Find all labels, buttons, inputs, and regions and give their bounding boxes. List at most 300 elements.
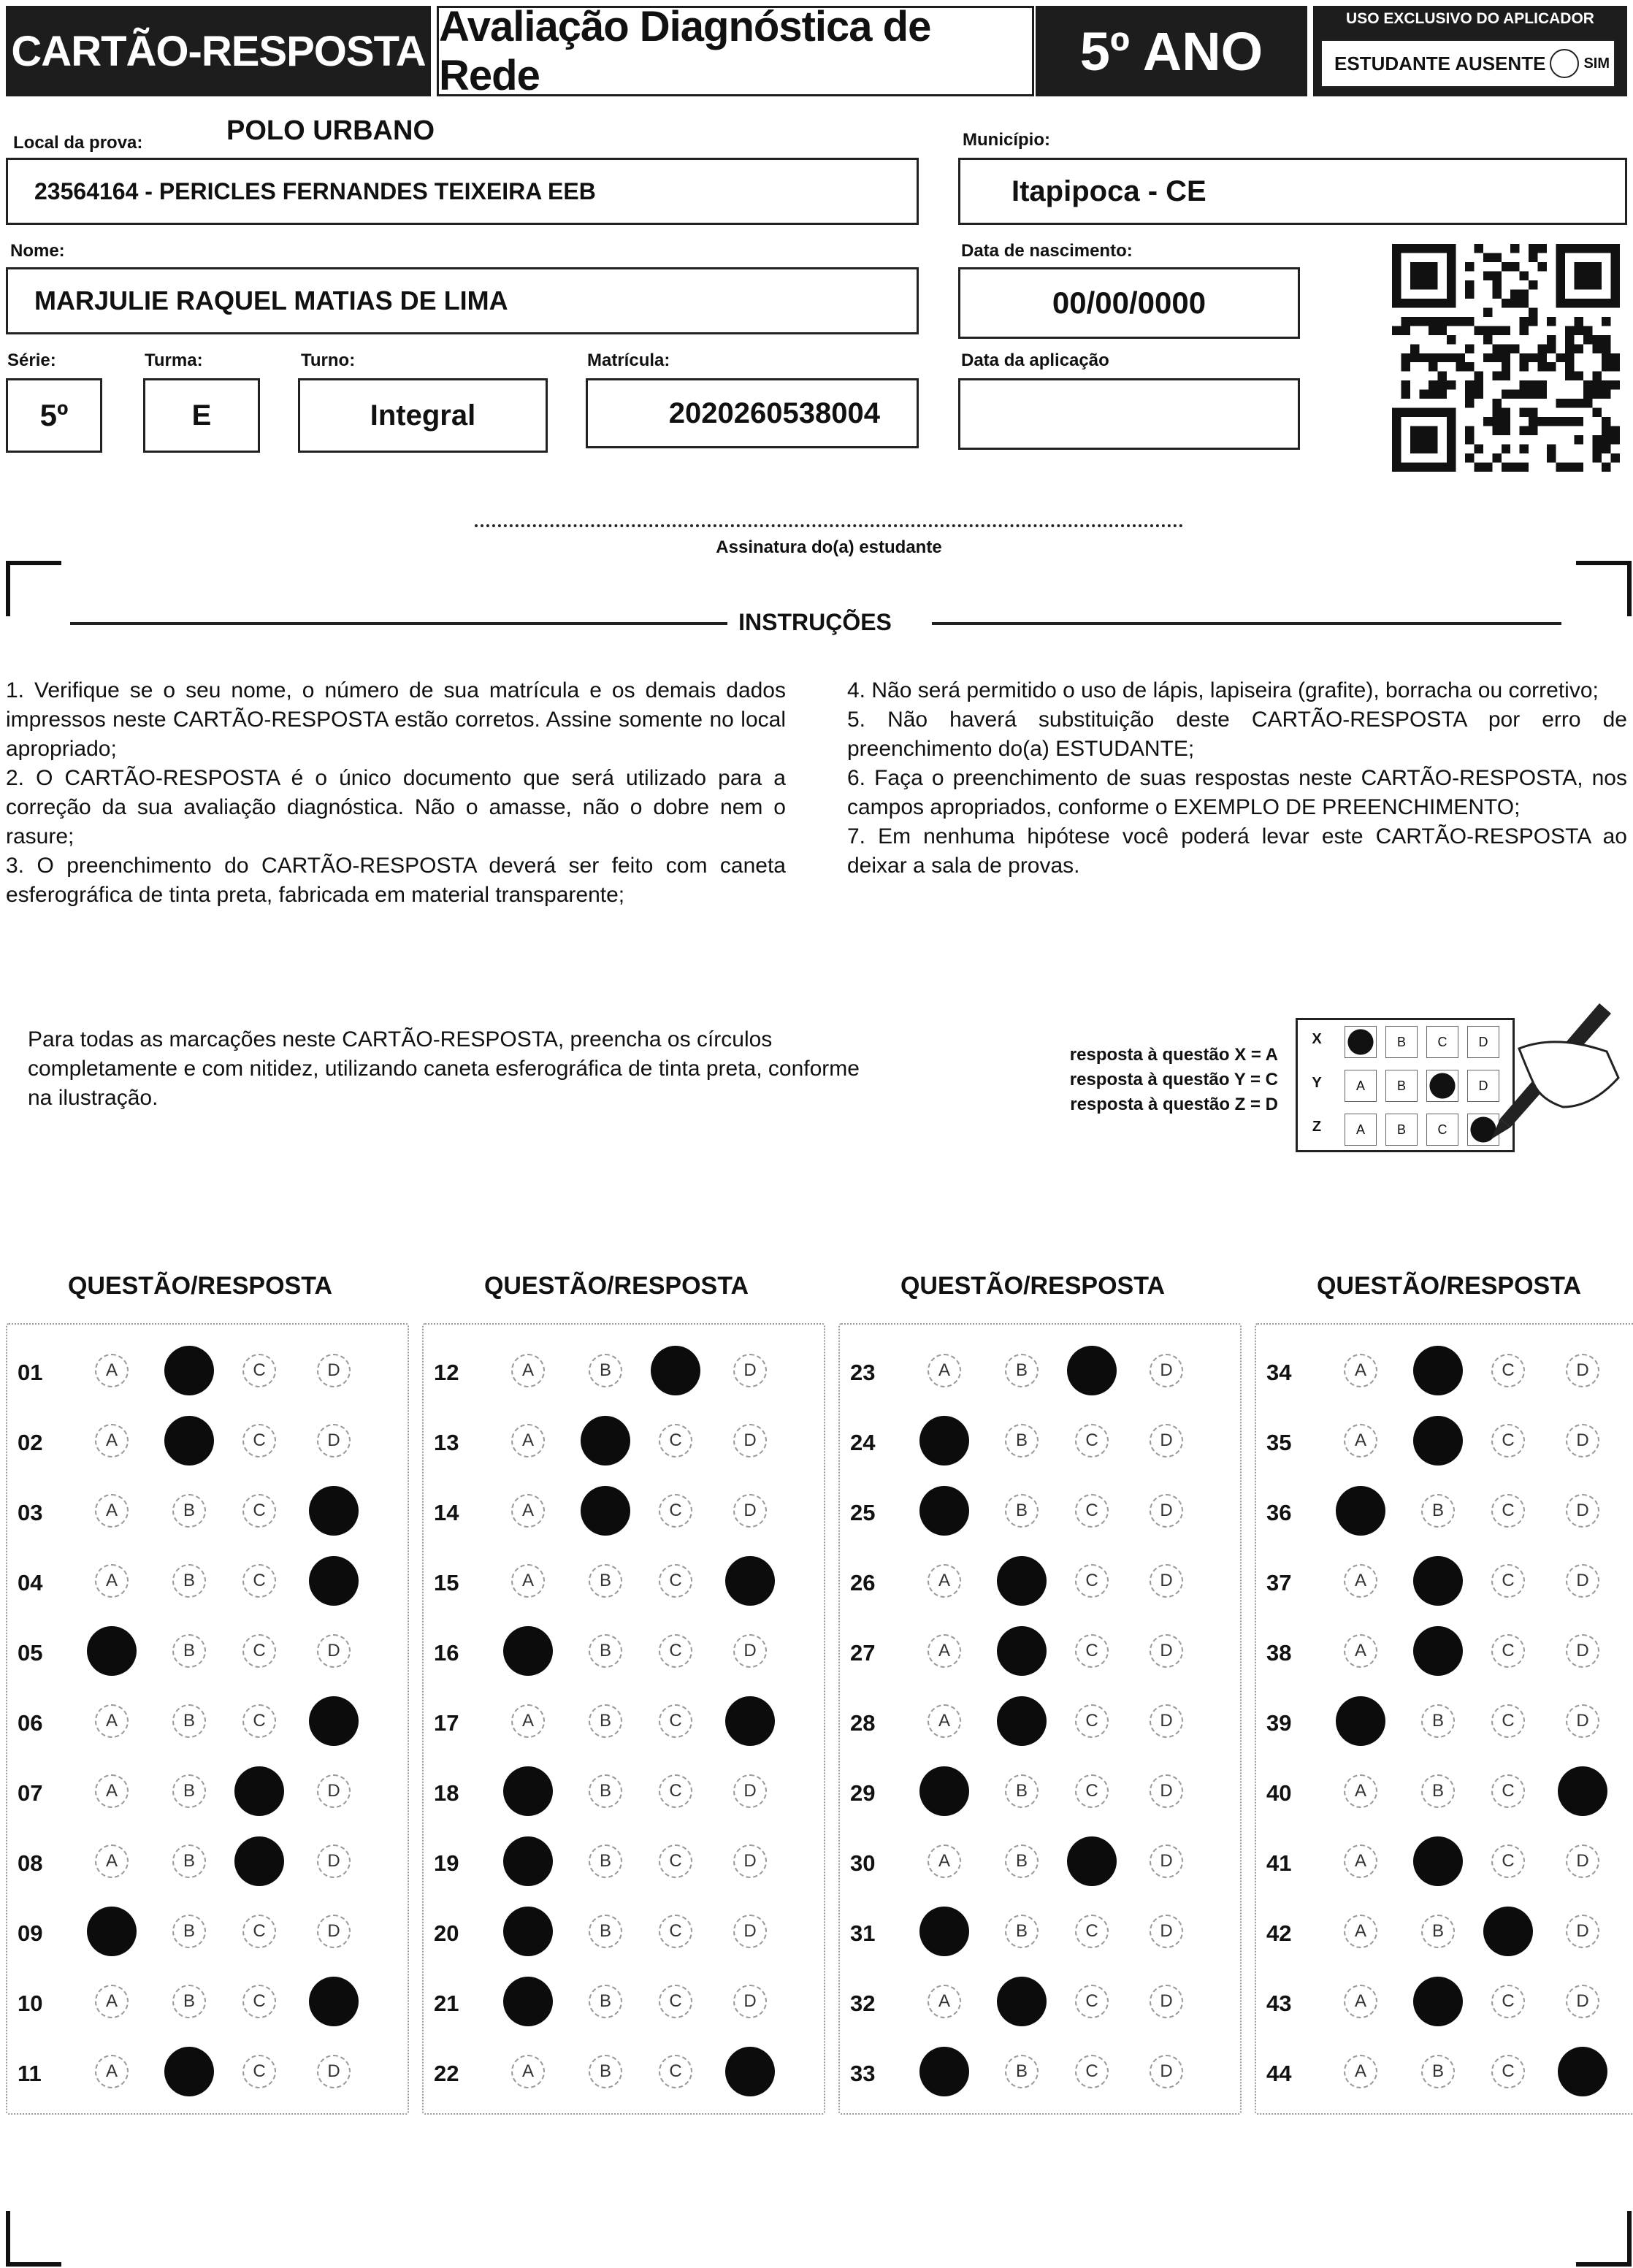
answer-bubble-a[interactable]: [919, 1907, 969, 1956]
answer-bubble-b[interactable]: B: [172, 1564, 206, 1598]
answer-bubble-d[interactable]: D: [733, 1985, 767, 2018]
answer-bubble-b[interactable]: B: [172, 1774, 206, 1808]
serie-label: Série:: [7, 350, 56, 370]
nascimento-label: Data de nascimento:: [961, 241, 1133, 261]
answer-bubble-a[interactable]: A: [928, 1354, 961, 1387]
pen-icon: [1475, 997, 1621, 1143]
applicator-box: [1313, 6, 1627, 96]
instruction-3: 3. O preenchimento do CARTÃO-RESPOSTA deverá ser feito com caneta esferográfica de tinta preta, fabricada em material transparente;: [6, 854, 786, 907]
answer-bubble-c[interactable]: C: [242, 1704, 276, 1738]
answer-bubble-d[interactable]: [1558, 2047, 1607, 2096]
answer-bubble-b[interactable]: B: [589, 1704, 622, 1738]
answer-bubble-c[interactable]: C: [1075, 1985, 1109, 2018]
answer-bubble-c[interactable]: C: [1491, 1634, 1525, 1668]
answer-bubble-b[interactable]: [997, 1556, 1047, 1606]
answer-bubble-c[interactable]: C: [1491, 1774, 1525, 1808]
answer-bubble-c[interactable]: C: [659, 1774, 692, 1808]
answer-row: [424, 1690, 824, 1760]
answer-bubble-b[interactable]: B: [1005, 1915, 1039, 1948]
answer-bubble-c[interactable]: C: [1491, 2055, 1525, 2088]
answer-bubble-c[interactable]: C: [1491, 1704, 1525, 1738]
answer-bubble-c[interactable]: C: [659, 1634, 692, 1668]
answer-bubble-d[interactable]: D: [1566, 1985, 1599, 2018]
answer-bubble-d[interactable]: D: [317, 2055, 351, 2088]
question-number: 15: [434, 1570, 459, 1595]
answer-bubble-a[interactable]: A: [928, 1844, 961, 1878]
answer-bubble-d[interactable]: [309, 1486, 359, 1536]
answer-bubble-b[interactable]: B: [1421, 1704, 1455, 1738]
answer-bubble-b[interactable]: B: [589, 2055, 622, 2088]
example-bubble-b: B: [1385, 1070, 1418, 1102]
answer-bubble-b[interactable]: [1413, 1346, 1463, 1395]
answer-bubble-b[interactable]: B: [1005, 1424, 1039, 1457]
answer-row: [840, 1339, 1240, 1409]
answer-bubble-b[interactable]: [164, 1346, 214, 1395]
answer-row: [840, 2040, 1240, 2110]
answer-bubble-c[interactable]: C: [242, 1494, 276, 1528]
card-title: CARTÃO-RESPOSTA: [11, 27, 426, 75]
answer-bubble-b[interactable]: B: [1421, 1774, 1455, 1808]
answer-bubble-b[interactable]: B: [172, 1844, 206, 1878]
answer-bubble-a[interactable]: A: [95, 1704, 129, 1738]
answer-row: [1256, 1830, 1633, 1900]
answer-row: [424, 1970, 824, 2040]
answer-bubble-c[interactable]: C: [1075, 1704, 1109, 1738]
answer-row: [7, 1760, 408, 1830]
instruction-1: 1. Verifique se o seu nome, o número de sua matrícula e os demais dados impressos neste CARTÃO-RESPOSTA estão corretos. Assine somente no local apropriado;: [6, 678, 786, 761]
answer-bubble-a[interactable]: A: [1344, 1634, 1377, 1668]
answer-bubble-a[interactable]: A: [95, 1354, 129, 1387]
answer-bubble-b[interactable]: B: [172, 1494, 206, 1528]
answer-bubble-d[interactable]: D: [1150, 1774, 1183, 1808]
example-legend: [1030, 1043, 1278, 1117]
exam-name: Avaliação Diagnóstica de Rede: [439, 3, 931, 99]
fill-note: Para todas as marcações neste CARTÃO-RESPOSTA, preencha os círculos completamente e com nitidez, utilizando caneta esferográfica de tinta preta, conforme na ilustração.: [28, 1027, 860, 1110]
question-number: 03: [18, 1500, 43, 1525]
answer-bubble-d[interactable]: [309, 1696, 359, 1746]
answer-bubble-c[interactable]: C: [1491, 1424, 1525, 1457]
corner-mark-top-right: [1576, 561, 1632, 616]
answer-column: [422, 1323, 825, 2115]
answer-bubble-c[interactable]: [1483, 1907, 1533, 1956]
question-number: 18: [434, 1780, 459, 1806]
example-bubble-c: C: [1426, 1114, 1458, 1146]
answer-bubble-c[interactable]: C: [1075, 1915, 1109, 1948]
answer-bubble-d[interactable]: D: [1150, 1915, 1183, 1948]
answer-bubble-d[interactable]: D: [1566, 1634, 1599, 1668]
answer-bubble-c[interactable]: C: [242, 1915, 276, 1948]
answer-bubble-c[interactable]: C: [1491, 1354, 1525, 1387]
signature-line[interactable]: [475, 524, 1183, 527]
serie-value: 5º: [39, 398, 69, 432]
answer-bubble-d[interactable]: D: [1566, 1424, 1599, 1457]
answer-bubble-a[interactable]: A: [95, 1564, 129, 1598]
example-bubble-a: A: [1345, 1114, 1377, 1146]
answer-bubble-a[interactable]: [503, 1836, 553, 1886]
question-number: 28: [850, 1710, 876, 1736]
answer-bubble-d[interactable]: D: [733, 1634, 767, 1668]
answer-bubble-c[interactable]: C: [1075, 1634, 1109, 1668]
example-row-label: Z: [1312, 1118, 1322, 1135]
answer-bubble-b[interactable]: [1413, 1626, 1463, 1676]
question-number: 19: [434, 1850, 459, 1876]
answer-bubble-b[interactable]: B: [589, 1915, 622, 1948]
answer-row: [1256, 1339, 1633, 1409]
answer-bubble-c[interactable]: C: [659, 1494, 692, 1528]
answer-bubble-c[interactable]: [234, 1836, 284, 1886]
answer-bubble-d[interactable]: D: [1150, 2055, 1183, 2088]
example-bubble-a: [1345, 1026, 1377, 1058]
answer-bubble-c[interactable]: C: [242, 1634, 276, 1668]
answer-bubble-c[interactable]: C: [1075, 1424, 1109, 1457]
answer-row: [840, 1620, 1240, 1690]
answer-bubble-a[interactable]: [1336, 1696, 1385, 1746]
example-bubble-d: D: [1467, 1026, 1499, 1058]
answer-row: [424, 1900, 824, 1970]
answer-bubble-b[interactable]: B: [172, 1704, 206, 1738]
answer-row: [7, 1620, 408, 1690]
answer-row: [424, 1339, 824, 1409]
answer-row: [7, 1690, 408, 1760]
question-number: 30: [850, 1850, 876, 1876]
answer-row: [1256, 1900, 1633, 1970]
answer-row: [424, 2040, 824, 2110]
answer-bubble-d[interactable]: D: [1150, 1844, 1183, 1878]
answer-bubble-a[interactable]: A: [1344, 1774, 1377, 1808]
answer-bubble-b[interactable]: B: [589, 1985, 622, 2018]
answer-bubble-d[interactable]: D: [1566, 1844, 1599, 1878]
answer-bubble-d[interactable]: D: [1566, 1494, 1599, 1528]
answer-bubble-d[interactable]: D: [1150, 1634, 1183, 1668]
answer-bubble-a[interactable]: A: [511, 1354, 545, 1387]
answer-bubble-a[interactable]: [87, 1626, 137, 1676]
answer-bubble-b[interactable]: B: [1421, 1494, 1455, 1528]
answer-bubble-c[interactable]: C: [1075, 1774, 1109, 1808]
answer-bubble-a[interactable]: [919, 1416, 969, 1466]
answer-bubble-d[interactable]: [725, 2047, 775, 2096]
answer-bubble-b[interactable]: [1413, 1556, 1463, 1606]
answer-bubble-b[interactable]: [997, 1696, 1047, 1746]
answer-bubble-d[interactable]: D: [1566, 1915, 1599, 1948]
aplicacao-label: Data da aplicação: [961, 350, 1109, 370]
answer-bubble-b[interactable]: B: [172, 1915, 206, 1948]
instruction-2: 2. O CARTÃO-RESPOSTA é o único documento que será utilizado para a correção da sua avaliação diagnóstica. Não o amasse, não o dobre nem o rasure;: [6, 766, 786, 848]
answer-bubble-d[interactable]: [309, 1556, 359, 1606]
applicator-label: USO EXCLUSIVO DO APLICADOR: [1346, 10, 1594, 27]
answer-bubble-c[interactable]: C: [659, 1844, 692, 1878]
answer-bubble-b[interactable]: B: [589, 1634, 622, 1668]
answer-bubble-a[interactable]: A: [1344, 1985, 1377, 2018]
turno-label: Turno:: [301, 350, 356, 370]
answer-bubble-a[interactable]: A: [511, 1494, 545, 1528]
answer-bubble-a[interactable]: A: [511, 1704, 545, 1738]
answer-row: [7, 1900, 408, 1970]
answer-row: [840, 1900, 1240, 1970]
answer-bubble-b[interactable]: B: [1421, 2055, 1455, 2088]
answer-bubble-a[interactable]: A: [1344, 1424, 1377, 1457]
answer-bubble-a[interactable]: A: [511, 1564, 545, 1598]
answer-bubble-d[interactable]: D: [733, 1774, 767, 1808]
answer-row: [424, 1479, 824, 1549]
matricula-field: [586, 378, 919, 448]
answer-bubble-d[interactable]: D: [1150, 1424, 1183, 1457]
answer-row: [424, 1549, 824, 1620]
answer-bubble-c[interactable]: C: [659, 1564, 692, 1598]
question-number: 10: [18, 1991, 43, 2016]
answer-bubble-b[interactable]: B: [589, 1564, 622, 1598]
answer-row: [7, 1409, 408, 1479]
answer-bubble-a[interactable]: A: [928, 1985, 961, 2018]
question-number: 41: [1266, 1850, 1292, 1876]
example-line-x: resposta à questão X = A: [1069, 1045, 1278, 1065]
answer-bubble-c[interactable]: C: [1491, 1844, 1525, 1878]
answer-bubble-b[interactable]: B: [1005, 1354, 1039, 1387]
example-line-y: resposta à questão Y = C: [1069, 1070, 1278, 1089]
answer-bubble-b[interactable]: [581, 1416, 630, 1466]
question-number: 16: [434, 1640, 459, 1666]
answer-bubble-d[interactable]: [1558, 1766, 1607, 1816]
answer-bubble-d[interactable]: [725, 1556, 775, 1606]
answer-bubble-d[interactable]: D: [1566, 1564, 1599, 1598]
answer-bubble-d[interactable]: D: [733, 1424, 767, 1457]
serie-field: [6, 378, 102, 453]
answer-bubble-a[interactable]: A: [95, 2055, 129, 2088]
nome-field: [6, 267, 919, 334]
answer-row: [1256, 1409, 1633, 1479]
answer-bubble-c[interactable]: C: [1491, 1564, 1525, 1598]
answer-row: [840, 1479, 1240, 1549]
example-row-label: X: [1312, 1030, 1322, 1047]
answer-bubble-b[interactable]: [164, 1416, 214, 1466]
answer-bubble-d[interactable]: D: [733, 1915, 767, 1948]
answer-row: [7, 1339, 408, 1409]
answer-bubble-a[interactable]: A: [511, 2055, 545, 2088]
answer-bubble-b[interactable]: [164, 2047, 214, 2096]
corner-mark-bottom-right: [1576, 2211, 1632, 2267]
nascimento-value: 00/00/0000: [1052, 286, 1206, 320]
answer-bubble-a[interactable]: [1336, 1486, 1385, 1536]
answer-bubble-c[interactable]: C: [659, 2055, 692, 2088]
question-number: 27: [850, 1640, 876, 1666]
question-number: 12: [434, 1360, 459, 1385]
answer-bubble-d[interactable]: D: [317, 1354, 351, 1387]
answer-bubble-d[interactable]: D: [317, 1424, 351, 1457]
turma-label: Turma:: [145, 350, 203, 370]
answer-column: [1255, 1323, 1633, 2115]
answer-bubble-c[interactable]: C: [242, 1424, 276, 1457]
answer-row: [7, 1549, 408, 1620]
question-number: 26: [850, 1570, 876, 1595]
answer-bubble-d[interactable]: [725, 1696, 775, 1746]
answer-bubble-d[interactable]: D: [733, 1494, 767, 1528]
answer-row: [1256, 1690, 1633, 1760]
example-bubble-b: B: [1385, 1114, 1418, 1146]
answer-bubble-c[interactable]: C: [659, 1915, 692, 1948]
answer-bubble-c[interactable]: C: [1075, 1494, 1109, 1528]
answer-bubble-a[interactable]: A: [95, 1494, 129, 1528]
question-number: 36: [1266, 1500, 1292, 1525]
question-number: 31: [850, 1920, 876, 1946]
answer-bubble-b[interactable]: B: [1005, 1494, 1039, 1528]
answer-bubble-c[interactable]: [1067, 1836, 1117, 1886]
answer-bubble-d[interactable]: D: [733, 1354, 767, 1387]
answer-bubble-c[interactable]: C: [242, 1564, 276, 1598]
exam-name-banner: [437, 3, 1034, 99]
answer-bubble-a[interactable]: A: [511, 1424, 545, 1457]
answer-bubble-a[interactable]: [919, 1766, 969, 1816]
answer-bubble-b[interactable]: B: [589, 1354, 622, 1387]
answer-bubble-a[interactable]: A: [95, 1985, 129, 2018]
answer-row: [424, 1830, 824, 1900]
answer-bubble-a[interactable]: A: [95, 1774, 129, 1808]
answer-bubble-a[interactable]: [503, 1907, 553, 1956]
answer-bubble-d[interactable]: D: [1150, 1704, 1183, 1738]
answer-bubble-a[interactable]: A: [1344, 1354, 1377, 1387]
local-label: Local da prova:: [13, 133, 143, 153]
answer-row: [840, 1970, 1240, 2040]
answer-bubble-b[interactable]: B: [1005, 2055, 1039, 2088]
question-number: 37: [1266, 1570, 1292, 1595]
card-title-banner: [6, 6, 431, 96]
answer-row: [840, 1760, 1240, 1830]
answer-bubble-d[interactable]: D: [733, 1844, 767, 1878]
answer-bubble-c[interactable]: C: [659, 1704, 692, 1738]
answer-bubble-a[interactable]: [503, 1766, 553, 1816]
example-bubble-b: B: [1385, 1026, 1418, 1058]
absent-field: [1320, 39, 1615, 88]
absent-checkbox[interactable]: [1550, 49, 1579, 78]
answer-row: [840, 1549, 1240, 1620]
answer-bubble-c[interactable]: C: [242, 1354, 276, 1387]
answer-bubble-c[interactable]: C: [242, 1985, 276, 2018]
answer-row: [424, 1620, 824, 1690]
answer-bubble-a[interactable]: A: [1344, 2055, 1377, 2088]
answer-column-title: QUESTÃO/RESPOSTA: [900, 1272, 1166, 1300]
answer-row: [1256, 1760, 1633, 1830]
answer-bubble-c[interactable]: C: [659, 1985, 692, 2018]
answer-bubble-d[interactable]: D: [1150, 1985, 1183, 2018]
qr-code: [1392, 244, 1620, 472]
answer-bubble-c[interactable]: [651, 1346, 700, 1395]
answer-bubble-a[interactable]: A: [928, 1634, 961, 1668]
question-number: 33: [850, 2061, 876, 2086]
turno-value: Integral: [370, 399, 476, 432]
answer-bubble-b[interactable]: B: [1005, 1844, 1039, 1878]
example-bubble-c: [1426, 1070, 1458, 1102]
answer-bubble-b[interactable]: B: [172, 1985, 206, 2018]
question-number: 20: [434, 1920, 459, 1946]
answer-column-title: QUESTÃO/RESPOSTA: [67, 1272, 333, 1300]
answer-bubble-a[interactable]: A: [95, 1844, 129, 1878]
answer-bubble-d[interactable]: D: [317, 1774, 351, 1808]
example-bubble-c: C: [1426, 1026, 1458, 1058]
answer-bubble-a[interactable]: [919, 1486, 969, 1536]
answer-bubble-a[interactable]: A: [928, 1704, 961, 1738]
answer-column: [6, 1323, 409, 2115]
question-number: 02: [18, 1430, 43, 1455]
answer-bubble-c[interactable]: C: [1075, 1564, 1109, 1598]
instructions-left: [6, 676, 786, 910]
answer-bubble-c[interactable]: C: [1491, 1494, 1525, 1528]
answer-bubble-b[interactable]: B: [589, 1844, 622, 1878]
question-number: 13: [434, 1430, 459, 1455]
answer-bubble-a[interactable]: A: [1344, 1915, 1377, 1948]
answer-bubble-d[interactable]: D: [1150, 1494, 1183, 1528]
turma-field: [143, 378, 260, 453]
question-number: 24: [850, 1430, 876, 1455]
answer-bubble-c[interactable]: [1067, 1346, 1117, 1395]
answer-bubble-b[interactable]: [581, 1486, 630, 1536]
instructions-right: [847, 676, 1627, 881]
answer-bubble-a[interactable]: A: [1344, 1564, 1377, 1598]
question-number: 14: [434, 1500, 459, 1525]
answer-bubble-c[interactable]: C: [1491, 1985, 1525, 2018]
answer-bubble-d[interactable]: D: [1150, 1354, 1183, 1387]
answer-bubble-a[interactable]: A: [928, 1564, 961, 1598]
answer-bubble-a[interactable]: A: [1344, 1844, 1377, 1878]
answer-bubble-c[interactable]: C: [1075, 2055, 1109, 2088]
question-number: 05: [18, 1640, 43, 1666]
answer-bubble-d[interactable]: [309, 1977, 359, 2026]
answer-bubble-b[interactable]: B: [1421, 1915, 1455, 1948]
example-bubble-a: A: [1345, 1070, 1377, 1102]
answer-bubble-d[interactable]: D: [317, 1844, 351, 1878]
answer-bubble-d[interactable]: D: [1566, 1704, 1599, 1738]
answer-bubble-b[interactable]: [1413, 1836, 1463, 1886]
question-number: 43: [1266, 1991, 1292, 2016]
question-number: 01: [18, 1360, 43, 1385]
instruction-5: 5. Não haverá substituição deste CARTÃO-RESPOSTA por erro de preenchimento do(a) ESTUDANTE;: [847, 708, 1627, 761]
answer-row: [424, 1760, 824, 1830]
turno-field: [298, 378, 548, 453]
matricula-value: 2020260538004: [668, 396, 880, 429]
school-field: [6, 158, 919, 225]
answer-row: [1256, 2040, 1633, 2110]
answer-bubble-c[interactable]: C: [242, 2055, 276, 2088]
question-number: 04: [18, 1570, 43, 1595]
answer-row: [840, 1830, 1240, 1900]
answer-bubble-a[interactable]: [87, 1907, 137, 1956]
answer-bubble-d[interactable]: D: [1150, 1564, 1183, 1598]
answer-bubble-d[interactable]: D: [1566, 1354, 1599, 1387]
nome-value: MARJULIE RAQUEL MATIAS DE LIMA: [34, 286, 508, 315]
answer-bubble-a[interactable]: A: [95, 1424, 129, 1457]
answer-bubble-a[interactable]: [503, 1626, 553, 1676]
municipio-field: [958, 158, 1627, 225]
question-number: 21: [434, 1991, 459, 2016]
answer-bubble-d[interactable]: D: [317, 1915, 351, 1948]
answer-bubble-d[interactable]: D: [317, 1634, 351, 1668]
answer-bubble-b[interactable]: [997, 1977, 1047, 2026]
answer-bubble-b[interactable]: B: [172, 1634, 206, 1668]
aplicacao-field[interactable]: [958, 378, 1300, 450]
answer-bubble-b[interactable]: B: [589, 1774, 622, 1808]
answer-bubble-b[interactable]: [1413, 1416, 1463, 1466]
answer-bubble-b[interactable]: [997, 1626, 1047, 1676]
answer-row: [7, 2040, 408, 2110]
answer-bubble-c[interactable]: C: [659, 1424, 692, 1457]
question-number: 09: [18, 1920, 43, 1946]
nome-label: Nome:: [10, 241, 65, 261]
answer-bubble-a[interactable]: [503, 1977, 553, 2026]
answer-bubble-b[interactable]: B: [1005, 1774, 1039, 1808]
answer-bubble-a[interactable]: [919, 2047, 969, 2096]
instruction-7: 7. Em nenhuma hipótese você poderá levar este CARTÃO-RESPOSTA ao deixar a sala de provas.: [847, 824, 1627, 878]
answer-bubble-b[interactable]: [1413, 1977, 1463, 2026]
absent-option: SIM: [1583, 55, 1610, 72]
instructions-title: INSTRUÇÕES: [738, 609, 892, 635]
answer-bubble-c[interactable]: [234, 1766, 284, 1816]
